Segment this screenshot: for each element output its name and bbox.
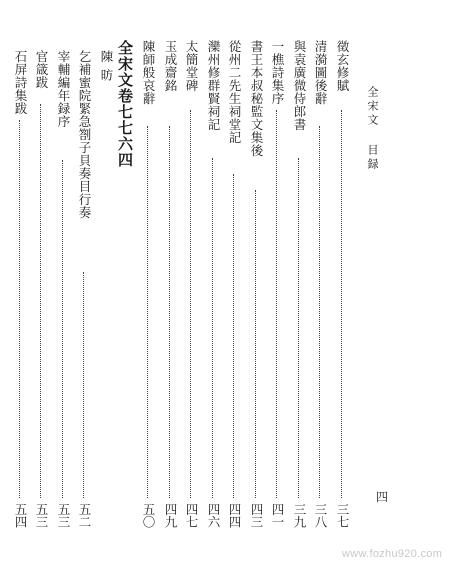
toc-entry [33,0,49,528]
entry-title: 石屏詩集跋 [13,50,28,115]
dot-leader [255,190,256,498]
entry-title: 玉成齋銘 [163,40,178,92]
toc-entry [183,0,199,528]
entry-title: 乞補蜜院緊急劄子貝奏目行奏 [77,50,92,219]
entry-page: 五二 [77,503,92,528]
entry-page: 四四 [227,503,242,528]
dot-leader [40,104,41,498]
toc-entry [140,0,156,528]
entry-page: 三九 [292,503,307,528]
page-folio: 四 [376,490,389,504]
entry-title: 官箴跋 [34,50,49,89]
toc-entry [12,0,28,528]
entry-page: 四六 [206,503,221,528]
toc-entry [312,0,328,528]
section-heading: 全宋文卷七七六四 [116,40,134,168]
dot-leader [62,160,63,498]
entry-page: 四九 [163,503,178,528]
entry-page: 四七 [184,503,199,528]
dot-leader [169,126,170,498]
dot-leader [19,120,20,498]
entry-page: 五〇 [141,503,156,528]
dot-leader [233,174,234,498]
entry-title: 書王本叔秘監文集後 [249,40,264,157]
entry-page: 三七 [335,503,350,528]
entry-page: 三八 [313,503,328,528]
entry-title: 清漪圖後辭 [313,40,328,105]
toc-entry [334,0,350,528]
dot-leader [212,158,213,498]
toc-entry [162,0,178,528]
entry-title: 與袁廣微侍郎書 [292,40,307,131]
entry-title: 宰輔編年録序 [56,50,71,128]
dot-leader [276,110,277,498]
dot-leader [190,110,191,498]
toc-entry [226,0,242,528]
dot-leader [341,110,342,498]
entry-title: 灤州修群賢祠記 [206,40,221,131]
author-name: 陳昉 [99,50,114,87]
dot-leader [319,126,320,498]
watermark: www.fozhu920.com [342,548,443,560]
entry-title: 一樵詩集序 [270,40,285,105]
entry-page: 四三 [249,503,264,528]
running-header: 全宋文 目録 [366,86,379,172]
toc-entry [248,0,264,528]
entry-title: 太簡堂碑 [184,40,199,92]
entry-page: 四一 [270,503,285,528]
dot-leader [147,126,148,498]
entry-page: 五四 [13,503,28,528]
toc-entry [269,0,285,528]
dot-leader [298,158,299,498]
entry-title: 從州二先生祠堂記 [227,40,242,144]
entry-title: 徵玄修賦 [335,40,350,92]
toc-entry [76,0,92,528]
dot-leader [83,272,84,498]
toc-entry [205,0,221,528]
toc-entry [291,0,307,528]
entry-page: 五三 [56,503,71,528]
entry-title: 陳師般哀辭 [141,40,156,105]
toc-entry [55,0,71,528]
entry-page: 五三 [34,503,49,528]
